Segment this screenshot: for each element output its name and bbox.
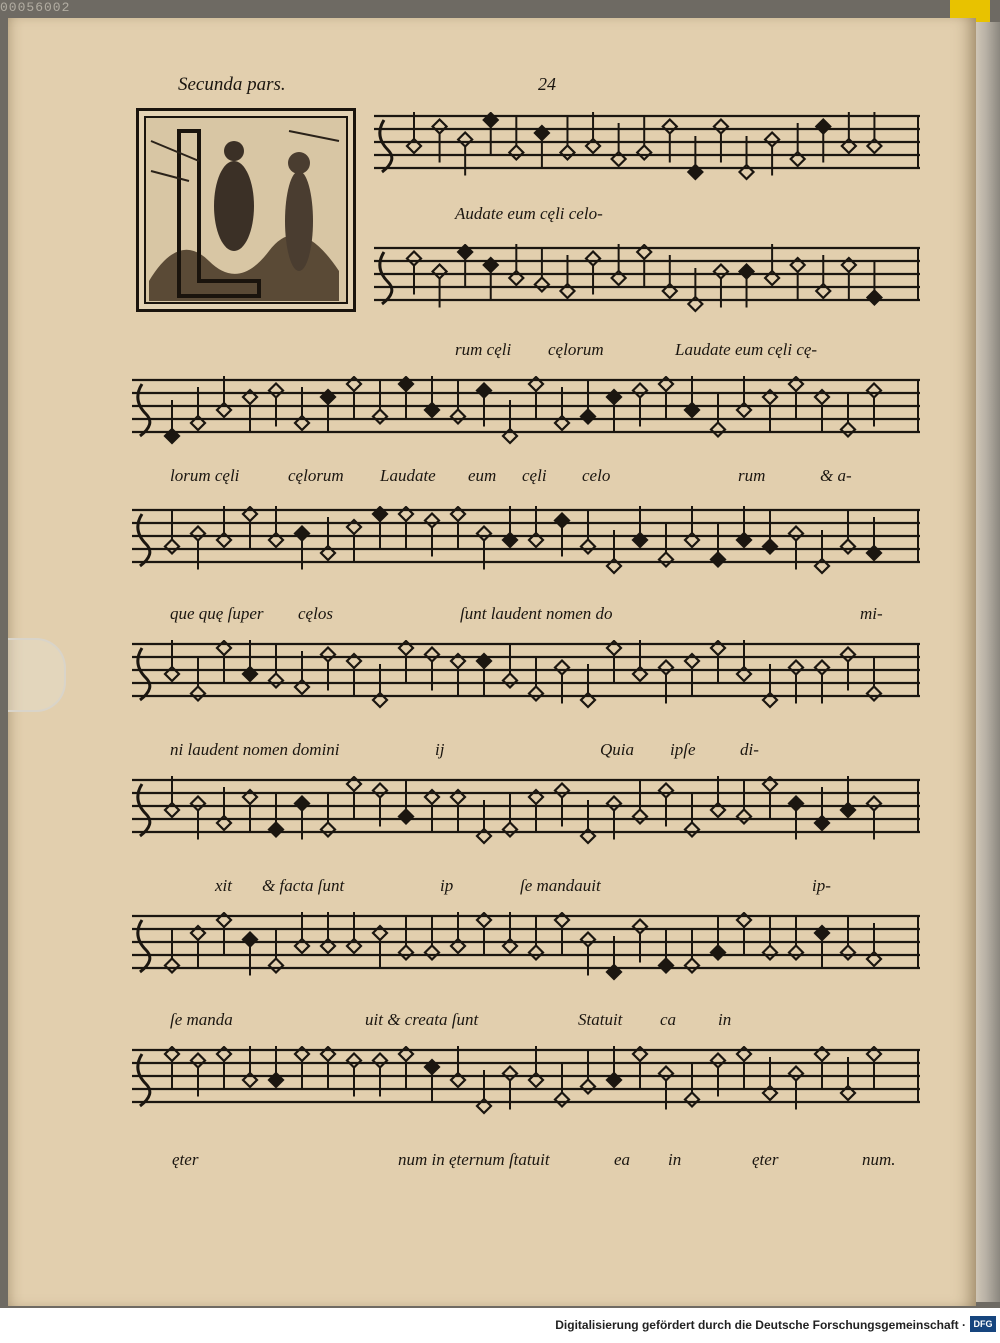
note-head — [191, 797, 205, 811]
clef-icon — [138, 784, 150, 836]
lyric-text: mi- — [860, 604, 883, 623]
note-head — [685, 959, 699, 973]
note-head — [529, 687, 543, 701]
page-clip — [8, 638, 66, 712]
clef-icon — [138, 514, 150, 566]
clef-icon — [380, 120, 392, 172]
note-head — [555, 514, 569, 528]
note-head — [269, 384, 283, 398]
music-staff — [132, 640, 920, 720]
note-head — [740, 265, 754, 279]
note-head — [269, 674, 283, 688]
note-head — [165, 959, 179, 973]
music-staff — [374, 112, 920, 192]
note-head — [659, 553, 673, 567]
note-head — [816, 120, 830, 134]
scan-id: 00056002 — [0, 0, 71, 15]
lyric-text: Laudate — [380, 466, 436, 485]
note-head — [815, 661, 829, 675]
lyric-text: cęlos — [298, 604, 333, 623]
note-head — [841, 648, 855, 662]
music-staff — [132, 1046, 920, 1136]
folio-number: 24 — [538, 74, 556, 94]
lyric-text: ſe mandauit — [520, 876, 601, 895]
note-head — [765, 133, 779, 147]
note-head — [191, 527, 205, 541]
note-head — [191, 687, 205, 701]
music-staff — [132, 506, 920, 586]
lyric-text: cęlorum — [288, 466, 344, 485]
lyric-text: & facta ſunt — [262, 876, 345, 895]
note-head — [399, 946, 413, 960]
note-head — [407, 252, 421, 266]
note-head — [555, 784, 569, 798]
note-head — [581, 410, 595, 424]
lyric-text: num. — [862, 1150, 896, 1169]
note-head — [477, 384, 491, 398]
lyric-text: xit — [215, 876, 232, 895]
digitization-footer — [0, 1308, 1000, 1343]
lyric-text: cęlorum — [548, 340, 604, 359]
note-head — [763, 946, 777, 960]
note-head — [659, 1067, 673, 1081]
lyric-text: Audate eum cęli celo- — [455, 204, 603, 223]
lyric-text: rum — [738, 466, 766, 485]
lyric-text: lorum cęli — [170, 466, 240, 485]
note-head — [637, 146, 651, 160]
note-head — [373, 1054, 387, 1068]
note-head — [399, 810, 413, 824]
note-head — [711, 946, 725, 960]
note-head — [867, 291, 881, 305]
note-head — [373, 784, 387, 798]
note-head — [555, 1093, 569, 1107]
lyric-text: di- — [740, 740, 759, 759]
note-head — [789, 797, 803, 811]
note-head — [633, 920, 647, 934]
lyric-text: que quę ſuper — [170, 604, 264, 623]
note-head — [659, 959, 673, 973]
clef-icon — [138, 1054, 150, 1106]
note-head — [711, 1054, 725, 1068]
lyric-text: celo — [582, 466, 611, 485]
lyric-text: uit & creata ſunt — [365, 1010, 479, 1029]
note-head — [555, 661, 569, 675]
lyric-text: Quia — [600, 740, 634, 759]
note-head — [841, 423, 855, 437]
note-head — [269, 823, 283, 837]
lyric-text: & a- — [820, 466, 852, 485]
note-head — [373, 410, 387, 424]
clef-icon — [138, 920, 150, 972]
note-head — [789, 1067, 803, 1081]
note-head — [295, 527, 309, 541]
note-head — [425, 514, 439, 528]
note-head — [458, 133, 472, 147]
note-head — [503, 1067, 517, 1081]
note-head — [711, 423, 725, 437]
lyric-text: ip- — [812, 876, 831, 895]
note-head — [714, 265, 728, 279]
note-head — [347, 1054, 361, 1068]
note-head — [503, 823, 517, 837]
lyric-text: ca — [660, 1010, 677, 1029]
lyric-text: ſe manda — [170, 1010, 233, 1029]
lyric-text: eum — [468, 466, 497, 485]
note-head — [663, 120, 677, 134]
lyric-text: num in ęternum ſtatuit — [398, 1150, 550, 1169]
lyric-text: ea — [614, 1150, 631, 1169]
note-head — [581, 1080, 595, 1094]
section-heading: Secunda pars. — [178, 74, 286, 95]
note-head — [841, 540, 855, 554]
note-head — [243, 933, 257, 947]
note-head — [867, 687, 881, 701]
note-head — [269, 959, 283, 973]
lyric-text: ij — [435, 740, 445, 759]
note-head — [841, 946, 855, 960]
woodcut-initial-icon — [136, 108, 356, 312]
lyric-text: in — [668, 1150, 682, 1169]
note-head — [685, 823, 699, 837]
lyric-text: ęter — [172, 1150, 199, 1169]
note-head — [535, 278, 549, 292]
note-head — [633, 810, 647, 824]
note-head — [633, 384, 647, 398]
note-head — [529, 946, 543, 960]
note-head — [433, 120, 447, 134]
music-staff — [374, 244, 920, 324]
lyric-text: ni laudent nomen domini — [170, 740, 340, 759]
note-head — [581, 933, 595, 947]
note-head — [295, 797, 309, 811]
note-head — [451, 410, 465, 424]
note-head — [581, 540, 595, 554]
lyric-text: ęter — [752, 1150, 779, 1169]
note-head — [789, 661, 803, 675]
dfg-logo-icon: DFG — [970, 1316, 996, 1332]
lyric-text: Statuit — [578, 1010, 623, 1029]
lyric-text: ipſe — [670, 740, 696, 759]
note-head — [685, 1093, 699, 1107]
note-head — [737, 810, 751, 824]
lyric-text: in — [718, 1010, 732, 1029]
note-head — [789, 527, 803, 541]
note-head — [711, 553, 725, 567]
note-head — [321, 823, 335, 837]
lyric-text: rum cęli — [455, 340, 512, 359]
note-head — [867, 797, 881, 811]
clef-icon — [138, 648, 150, 700]
page-edge — [976, 22, 1000, 1302]
note-head — [607, 797, 621, 811]
note-head — [477, 527, 491, 541]
note-head — [165, 540, 179, 554]
footer-credit: Digitalisierung gefördert durch die Deutsche Forschungsgemeinschaft · — [555, 1318, 966, 1332]
note-head — [509, 146, 523, 160]
note-head — [191, 1054, 205, 1068]
lyric-text: ip — [440, 876, 454, 895]
music-staff — [132, 776, 920, 856]
note-head — [503, 674, 517, 688]
note-head — [714, 120, 728, 134]
note-head — [867, 384, 881, 398]
note-head — [321, 648, 335, 662]
note-head — [586, 252, 600, 266]
lyric-text: cęli — [522, 466, 547, 485]
note-head — [560, 146, 574, 160]
lyric-text: ſunt laudent nomen do — [460, 604, 613, 623]
note-head — [659, 784, 673, 798]
clef-icon — [380, 252, 392, 304]
note-head — [789, 946, 803, 960]
music-staff — [132, 376, 920, 456]
note-head — [425, 946, 439, 960]
note-head — [659, 661, 673, 675]
clef-icon — [138, 384, 150, 436]
note-head — [425, 648, 439, 662]
note-head — [763, 540, 777, 554]
music-staff — [132, 912, 920, 992]
note-head — [433, 265, 447, 279]
lyric-text: Laudate eum cęli cę- — [675, 340, 818, 359]
